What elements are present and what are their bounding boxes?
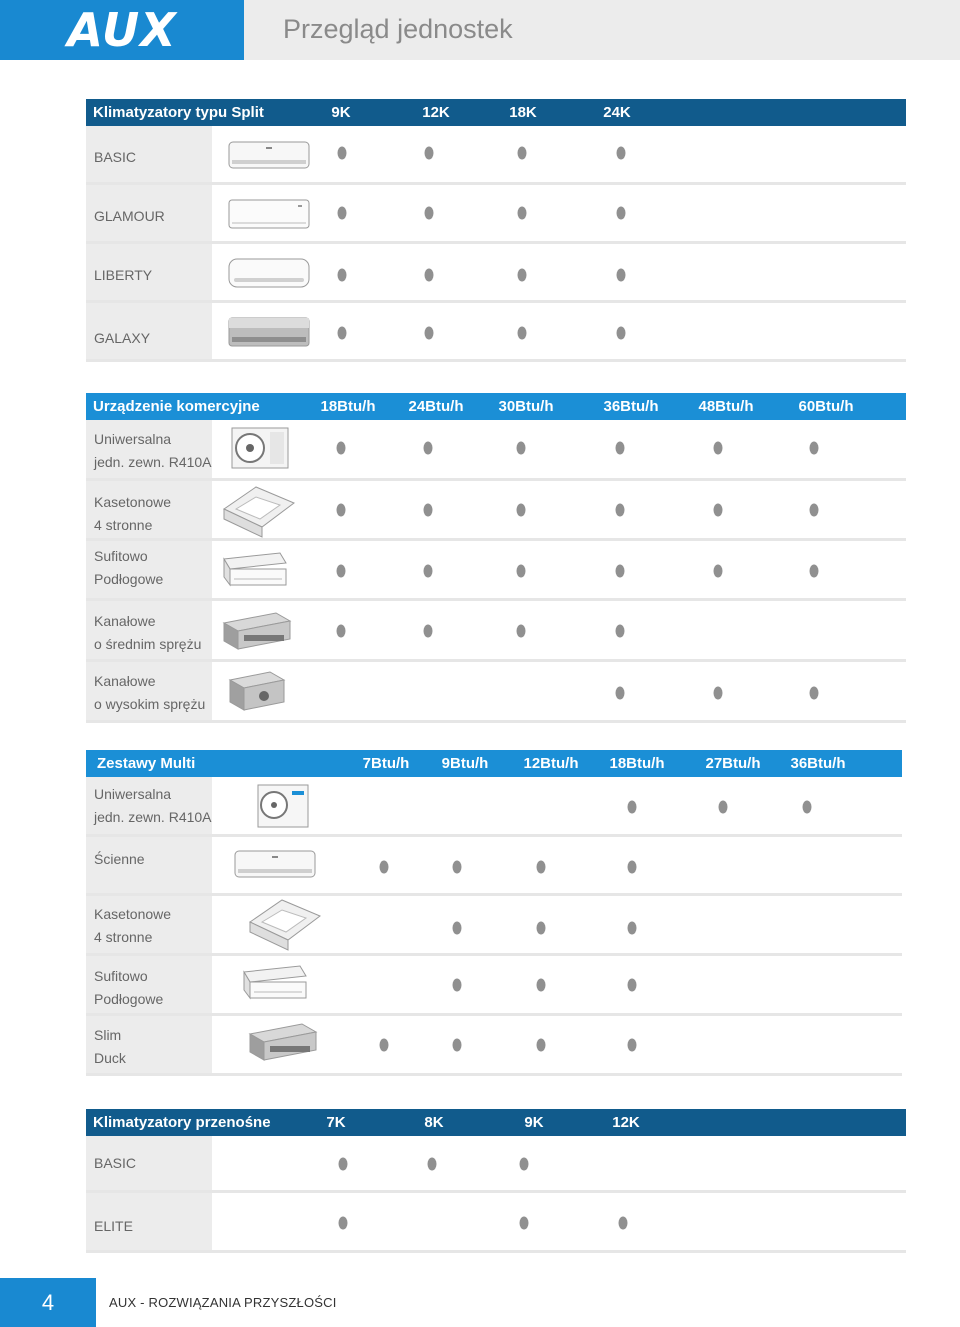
wall-unit-icon [234,847,316,886]
table-row [86,1193,906,1253]
availability-dot-icon [428,1158,437,1171]
availability-dot-icon [425,207,434,220]
availability-dot-icon [517,442,526,455]
cassette-unit-icon [216,483,298,546]
availability-dot-icon [517,504,526,517]
availability-dot-icon [714,565,723,578]
row-label-cell [86,601,212,659]
availability-dot-icon [425,147,434,160]
availability-dot-icon [338,269,347,282]
availability-dot-icon [520,1158,529,1171]
availability-dot-icon [424,442,433,455]
table-row [86,956,902,1016]
section-header [86,393,906,420]
availability-dot-icon [619,1217,628,1230]
availability-dot-icon [714,687,723,700]
table-row [86,896,902,956]
availability-dot-icon [453,922,462,935]
column-header: 7Btu/h [362,755,410,772]
availability-dot-icon [616,625,625,638]
table-row [86,126,906,185]
table-row [86,541,906,601]
availability-dot-icon [617,327,626,340]
row-label-cell [86,956,212,1013]
row-label-cell [86,1193,212,1250]
availability-dot-icon [628,979,637,992]
table-row [86,185,906,244]
availability-dot-icon [617,207,626,220]
column-header: 8K [424,1114,444,1131]
availability-dot-icon [616,565,625,578]
section-title: Urządzenie komercyjne [93,398,260,415]
availability-dot-icon [424,625,433,638]
availability-dot-icon [803,801,812,814]
section-header [86,1109,906,1136]
availability-dot-icon [518,147,527,160]
column-header: 36Btu/h [603,398,659,415]
ceiling-floor-unit-icon [220,549,290,596]
availability-dot-icon [518,207,527,220]
cassette-unit-icon [242,896,324,959]
row-label-cell [86,662,212,720]
column-header: 18Btu/h [320,398,376,415]
page-title: Przegląd jednostek [283,14,513,44]
availability-dot-icon [339,1158,348,1171]
availability-dot-icon [453,1039,462,1052]
availability-dot-icon [425,327,434,340]
availability-dot-icon [520,1217,529,1230]
availability-dot-icon [517,565,526,578]
column-header: 60Btu/h [798,398,854,415]
row-label-cell [86,896,212,953]
availability-dot-icon [338,327,347,340]
column-header: 18Btu/h [609,755,665,772]
row-label: GLAMOUR [94,208,165,224]
outdoor-unit-aux-icon [256,781,312,836]
page-number: 4 [0,1278,96,1327]
column-header: 9K [524,1114,544,1131]
availability-dot-icon [424,565,433,578]
logo-text: AUX [67,3,177,57]
row-label: Kasetonowe 4 stronne [94,494,172,533]
row-label: Sufitowo Podłogowe [94,548,164,587]
availability-dot-icon [453,861,462,874]
column-header: 12Btu/h [523,755,579,772]
outdoor-unit-icon [230,426,290,477]
column-header: 12K [612,1114,640,1131]
row-label-cell [86,777,212,834]
page-header [0,0,960,60]
availability-dot-icon [617,269,626,282]
section-portable [86,1109,906,1253]
row-label: ELITE [94,1218,133,1234]
availability-dot-icon [714,504,723,517]
availability-dot-icon [453,979,462,992]
row-label-cell [86,1136,212,1190]
wall-unit-icon [228,138,310,177]
section-header [86,750,902,777]
availability-dot-icon [810,687,819,700]
section-header [86,99,906,126]
row-label: Sufitowo Podłogowe [94,968,164,1007]
availability-dot-icon [380,1039,389,1052]
availability-dot-icon [337,565,346,578]
column-header: 24Btu/h [408,398,464,415]
section-title: Klimatyzatory typu Split [93,104,264,121]
row-label: BASIC [94,149,137,165]
table-row [86,1016,902,1076]
column-header: 48Btu/h [698,398,754,415]
availability-dot-icon [810,442,819,455]
duct-unit-high-icon [226,668,288,719]
availability-dot-icon [517,625,526,638]
availability-dot-icon [616,504,625,517]
row-label: Kasetonowe 4 stronne [94,906,172,945]
availability-dot-icon [537,922,546,935]
aux-logo [0,0,244,60]
wall-unit-silver-icon [228,315,310,354]
column-header: 7K [326,1114,346,1131]
table-row [86,662,906,723]
availability-dot-icon [628,922,637,935]
wall-unit-flat-icon [228,197,310,236]
availability-dot-icon [616,687,625,700]
row-label: GALAXY [94,330,151,346]
column-header: 27Btu/h [705,755,761,772]
row-label: Uniwersalna jedn. zewn. R410A [94,431,212,470]
table-row [86,481,906,541]
table-row [86,420,906,481]
row-label: Kanałowe o wysokim sprężu [94,673,206,712]
row-label: Ścienne [94,851,145,867]
row-label-cell [86,481,212,538]
row-label: Uniwersalna jedn. zewn. R410A [94,786,212,825]
availability-dot-icon [425,269,434,282]
footer-tagline: AUX - ROZWIĄZANIA PRZYSZŁOŚCI [109,1295,337,1310]
row-label: BASIC [94,1155,137,1171]
row-label-cell [86,837,212,893]
row-label: Kanałowe o średnim sprężu [94,613,202,652]
row-label-cell [86,541,212,598]
availability-dot-icon [537,1039,546,1052]
availability-dot-icon [424,504,433,517]
table-row [86,837,902,896]
column-header: 36Btu/h [790,755,846,772]
row-label-cell [86,1016,212,1073]
availability-dot-icon [337,504,346,517]
section-multi [86,750,902,1076]
availability-dot-icon [337,442,346,455]
duct-unit-icon [220,609,292,658]
section-commercial [86,393,906,723]
table-row [86,303,906,362]
availability-dot-icon [337,625,346,638]
availability-dot-icon [518,327,527,340]
availability-dot-icon [810,504,819,517]
column-header: 18K [509,104,537,121]
availability-dot-icon [810,565,819,578]
duct-unit-icon [246,1020,318,1069]
column-header: 9Btu/h [441,755,489,772]
availability-dot-icon [537,861,546,874]
section-split [86,99,906,362]
row-label-cell [86,126,212,182]
availability-dot-icon [616,442,625,455]
table-row [86,777,902,837]
row-label-cell [86,420,212,478]
availability-dot-icon [628,861,637,874]
column-header: 12K [422,104,450,121]
wall-unit-round-icon [228,256,310,295]
row-label-cell [86,185,212,241]
availability-dot-icon [380,861,389,874]
section-title: Klimatyzatory przenośne [93,1114,271,1131]
availability-dot-icon [537,979,546,992]
column-header: 24K [603,104,631,121]
table-row [86,244,906,303]
section-title: Zestawy Multi [97,755,196,772]
availability-dot-icon [338,147,347,160]
table-row [86,1136,906,1193]
availability-dot-icon [628,801,637,814]
availability-dot-icon [518,269,527,282]
availability-dot-icon [339,1217,348,1230]
row-label-cell [86,244,212,300]
row-label: Slim Duck [94,1027,126,1066]
availability-dot-icon [617,147,626,160]
availability-dot-icon [338,207,347,220]
column-header: 30Btu/h [498,398,554,415]
availability-dot-icon [628,1039,637,1052]
row-label-cell [86,303,212,359]
table-row [86,601,906,662]
availability-dot-icon [714,442,723,455]
ceiling-floor-unit-icon [240,962,310,1009]
column-header: 9K [331,104,351,121]
row-label: LIBERTY [94,267,153,283]
availability-dot-icon [719,801,728,814]
